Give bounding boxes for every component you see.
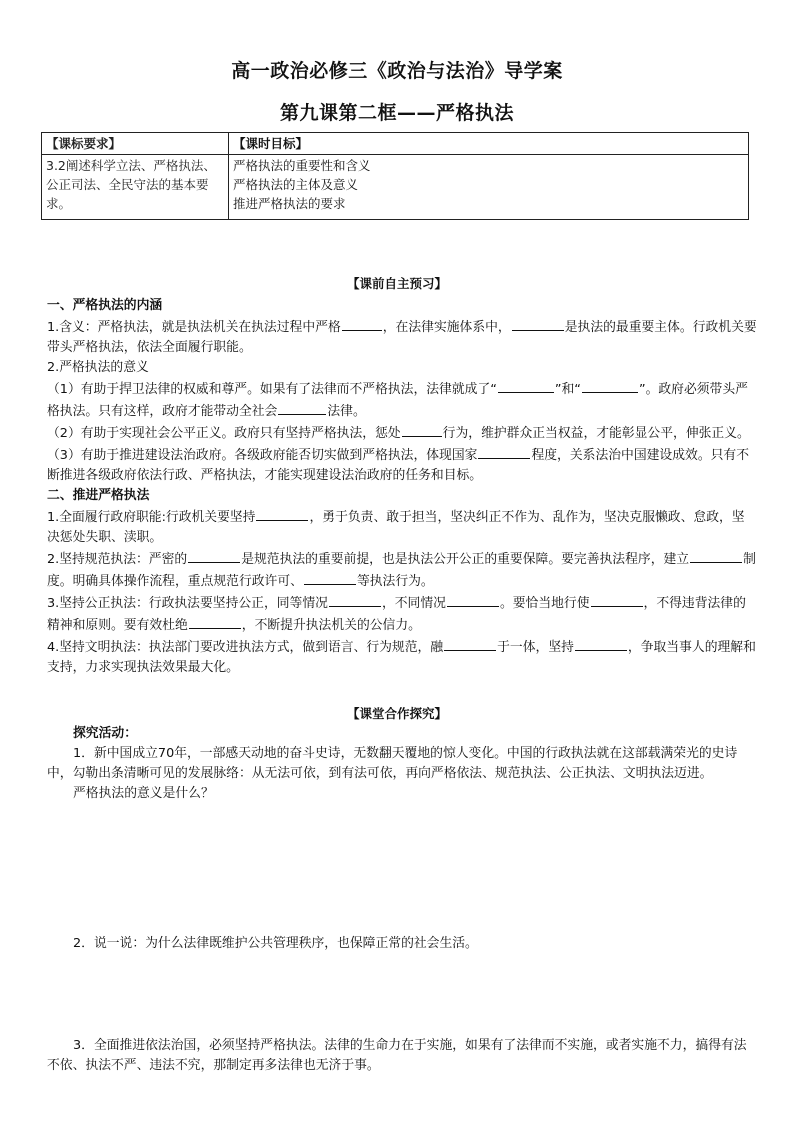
significance-point-1: （1）有助于捍卫法律的权威和尊严。如果有了法律而不严格执法，法律就成了“ ”和“ ”。政府必须带头严格执法。只有这样，政府才能带动全社会 法律。: [47, 378, 757, 422]
part2-heading: 二、推进严格执法: [47, 488, 150, 503]
fill-blank[interactable]: [278, 400, 326, 415]
requirement-point-4: 4.坚持文明执法：执法部门要改进执法方式，做到语言、行为规范，融 于一体，坚持 ，争取当事人的理解和支持，力求实现执法效果最大化。: [47, 636, 757, 678]
part1-heading: 一、严格执法的内涵: [47, 298, 163, 313]
fill-blank[interactable]: [575, 636, 627, 651]
document-title: 高一政治必修三《政治与法治》导学案: [231, 60, 563, 82]
activity-2-text: 2．说一说：为什么法律既维护公共管理秩序，也保障正常的社会生活。: [73, 936, 478, 951]
fill-blank[interactable]: [444, 636, 496, 651]
explore-section-title: 【课堂合作探究】: [346, 706, 447, 721]
objective-list: [229, 155, 749, 220]
definition-paragraph: 1.含义：严格执法，就是执法机关在执法过程中严格 ，在法律实施体系中， 是执法的最重要主体。行政机关要带头严格执法，依法全面履行职能。: [47, 316, 757, 358]
significance-point-3: （3）有助于推进建设法治政府。各级政府能否切实做到严格执法，体现国家 程度，关系法治中国建设成效。只有不断推进各级政府依法行政、严格执法，才能实现建设法治政府的任务和目标。: [47, 444, 757, 486]
significance-heading: 2.严格执法的意义: [47, 360, 149, 375]
fill-blank[interactable]: [498, 378, 554, 393]
explore-content: [47, 724, 757, 804]
requirement-point-2: 2.坚持规范执法：严密的 是规范执法的重要前提，也是执法公开公正的重要保障。要完善执法程序，建立 制度。明确具体操作流程，重点规范行政许可、 等执法行为。: [47, 548, 757, 592]
activity-2: [47, 934, 757, 954]
fill-blank[interactable]: [256, 506, 308, 521]
requirement-point-1: 1.全面履行政府职能:行政机关要坚持 ，勇于负责、敢于担当，坚决纠正不作为、乱作为，坚决克服懒政、怠政，坚决惩处失职、渎职。: [47, 506, 757, 548]
fill-blank[interactable]: [329, 592, 381, 607]
fill-blank[interactable]: [189, 614, 241, 629]
objective-header: 【课时目标】: [229, 133, 749, 155]
objective-item: 严格执法的重要性和含义: [233, 158, 371, 173]
fill-blank[interactable]: [478, 444, 530, 459]
fill-blank[interactable]: [402, 422, 442, 437]
standard-header: 【课标要求】: [42, 133, 229, 155]
fill-blank[interactable]: [304, 570, 356, 585]
fill-blank[interactable]: [188, 548, 240, 563]
preview-content: [47, 296, 757, 678]
objective-item: 严格执法的主体及意义: [233, 177, 359, 192]
preview-section-title: 【课前自主预习】: [346, 276, 447, 291]
fill-blank[interactable]: [582, 378, 638, 393]
activity-label: 探究活动：: [73, 726, 137, 741]
requirement-point-3: 3.坚持公正执法：行政执法要坚持公正，同等情况 ，不同情况 。要恰当地行使 ，不得违背法律的精神和原则。要有效杜绝 ，不断提升执法机关的公信力。: [47, 592, 757, 636]
significance-point-2: （2）有助于实现社会公平正义。政府只有坚持严格执法，惩处 行为，维护群众正当权益，才能彰显公平，伸张正义。: [47, 422, 757, 444]
fill-blank[interactable]: [447, 592, 499, 607]
goals-table: [41, 132, 749, 220]
objective-item: 推进严格执法的要求: [233, 196, 346, 211]
fill-blank[interactable]: [591, 592, 643, 607]
lesson-subtitle: 第九课第二框——严格执法: [279, 102, 514, 124]
activity-3-text: 3．全面推进依法治国，必须坚持严格执法。法律的生命力在于实施，如果有了法律而不实施，或者实施不力，搞得有法不依、执法不严、违法不究，那制定再多法律也无济于事。: [47, 1038, 747, 1073]
activity-1-text: 1．新中国成立70年，一部感天动地的奋斗史诗，无数翻天覆地的惊人变化。中国的行政执法就在这部载满荣光的史诗中，勾勒出条清晰可见的发展脉络：从无法可依，到有法可依，再向严格依法、规范执法、公正执法、文明执法迈进。: [47, 746, 738, 781]
activity-3: [47, 1036, 757, 1076]
fill-blank[interactable]: [512, 316, 564, 331]
fill-blank[interactable]: [690, 548, 742, 563]
activity-1-question: 严格执法的意义是什么？: [73, 786, 214, 801]
fill-blank[interactable]: [342, 316, 382, 331]
standard-requirement: 3.2阐述科学立法、严格执法、公正司法、全民守法的基本要求。: [42, 155, 229, 220]
